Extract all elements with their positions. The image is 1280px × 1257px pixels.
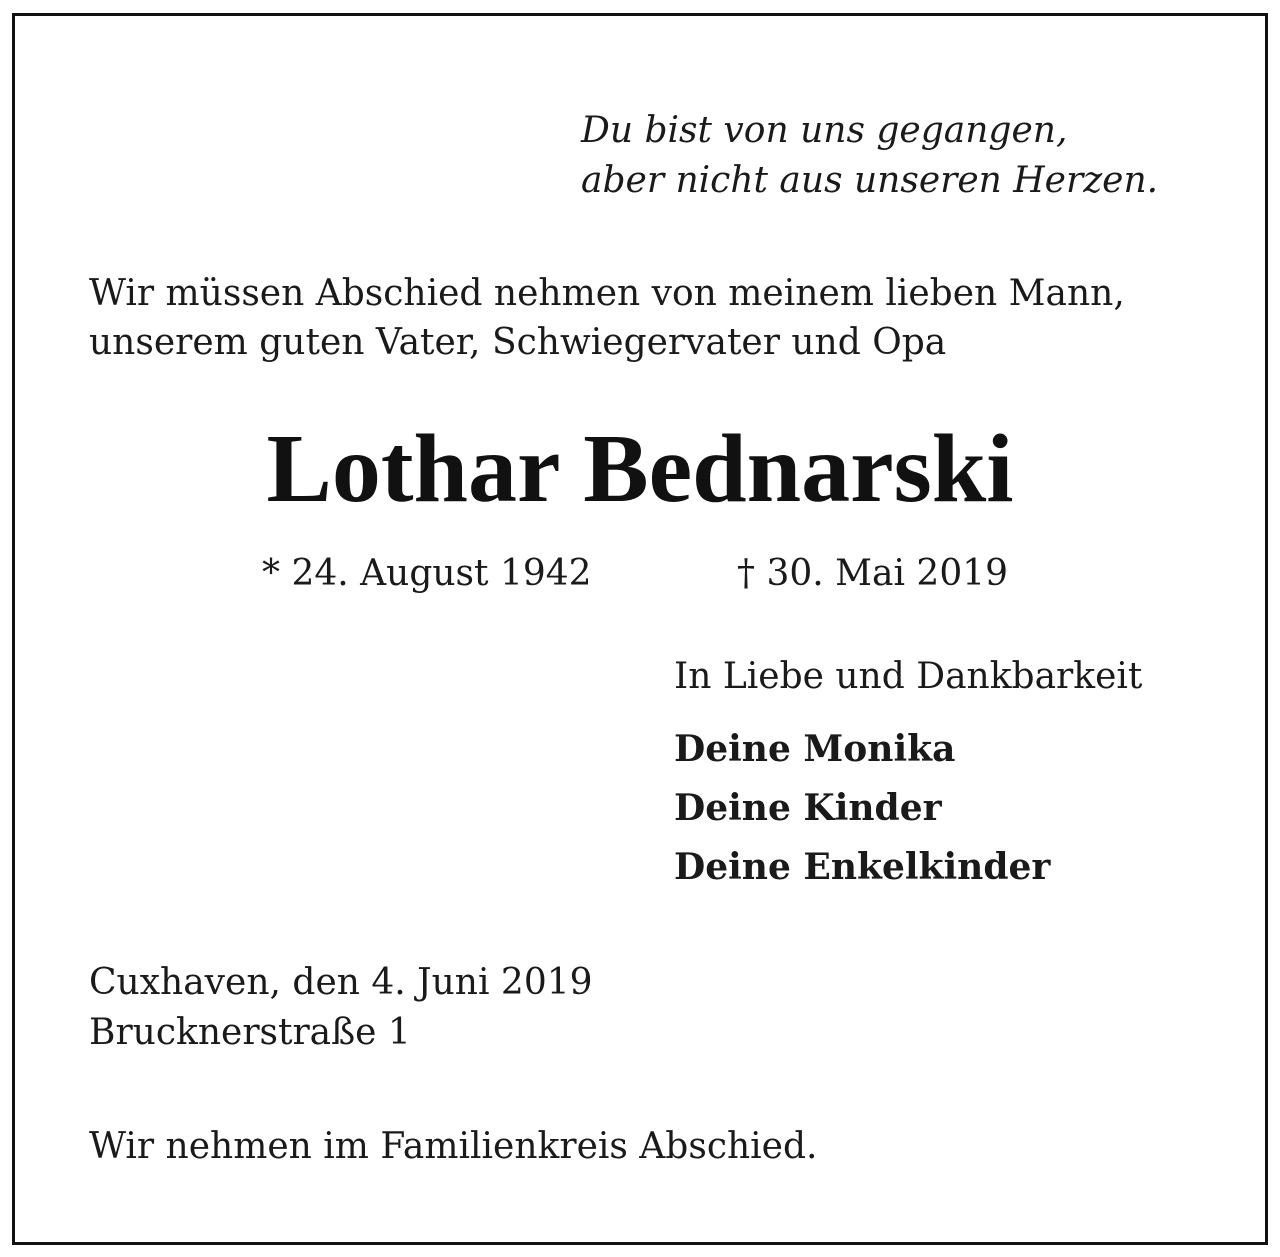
- death-date: † 30. Mai 2019: [737, 553, 1009, 594]
- place-and-date: Cuxhaven, den 4. Juni 2019: [89, 962, 593, 1003]
- address: Brucknerstraße 1: [89, 1012, 411, 1053]
- quote-line-2: aber nicht aus unseren Herzen.: [581, 160, 1159, 201]
- intro-line-1: Wir müssen Abschied nehmen von meinem lieben Mann,: [89, 273, 1125, 314]
- deceased-name: Lothar Bednarski: [266, 415, 1014, 523]
- obituary-notice: [12, 13, 1268, 1245]
- closing-phrase: In Liebe und Dankbarkeit: [674, 656, 1143, 697]
- birth-date: * 24. August 1942: [262, 553, 592, 594]
- signer-children: Deine Kinder: [674, 787, 942, 829]
- quote-line-1: Du bist von uns gegangen,: [581, 110, 1068, 151]
- signer-monika: Deine Monika: [674, 728, 956, 770]
- intro-line-2: unserem guten Vater, Schwiegervater und Opa: [89, 322, 947, 363]
- signer-grandchildren: Deine Enkelkinder: [674, 846, 1051, 888]
- farewell-note: Wir nehmen im Familienkreis Abschied.: [89, 1126, 818, 1167]
